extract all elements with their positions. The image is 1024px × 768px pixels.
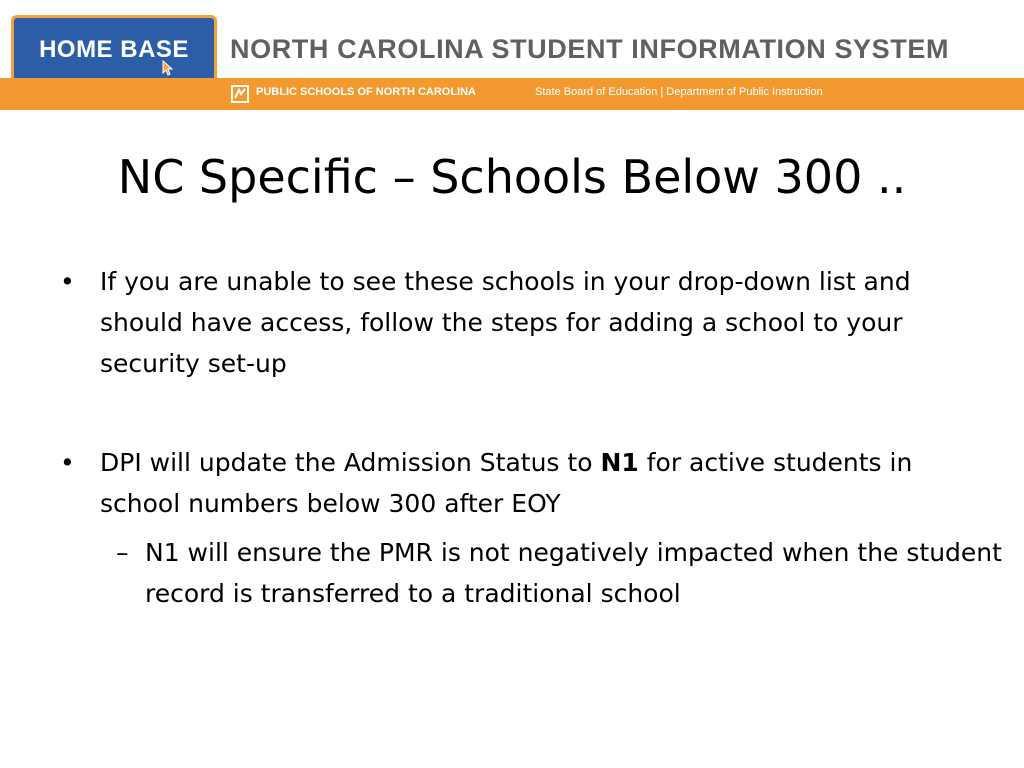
bullet-item-2 [100, 442, 980, 524]
logo-text: HOME BASE [39, 36, 189, 63]
bullet-item-1: If you are unable to see these schools in your drop-down list and should have access, follow the steps for adding a school to your security set-up [100, 267, 911, 378]
sub-bullet-marker: – [116, 538, 129, 567]
system-title: NORTH CAROLINA STUDENT INFORMATION SYSTEM [230, 34, 950, 64]
bullet-text-before: DPI will update the Admission Status to [100, 448, 601, 477]
bullet-bold-code: N1 [600, 448, 639, 477]
bullet-marker: • [60, 448, 75, 477]
state-board-label: State Board of Education | Department of Public Instruction [535, 86, 823, 98]
public-schools-label: PUBLIC SCHOOLS OF NORTH CAROLINA [256, 86, 476, 98]
sub-bullet-item: N1 will ensure the PMR is not negatively impacted when the student record is transferred to a traditional school [145, 538, 1002, 608]
slide-title: NC Specific – Schools Below 300 .. [117, 150, 907, 204]
bullet-text-after: for active students in school numbers below 300 after EOY [100, 448, 913, 518]
bullet-marker: • [60, 267, 75, 296]
